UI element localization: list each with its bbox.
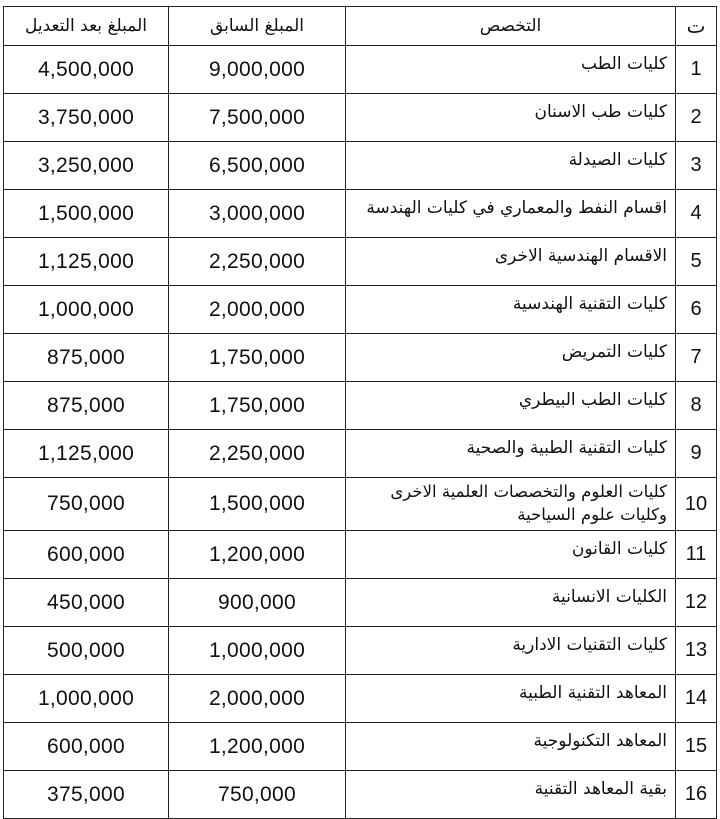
amount-previous-cell: 750,000 [169, 771, 346, 819]
table-row [4, 579, 717, 627]
specialty-cell: الاقسام الهندسية الاخرى [346, 238, 676, 286]
specialty-cell: كليات الصيدلة [346, 142, 676, 190]
amount-after-cell: 875,000 [4, 382, 169, 430]
table-row [4, 334, 717, 382]
amount-previous-cell: 2,000,000 [169, 286, 346, 334]
amount-previous-cell: 1,500,000 [169, 478, 346, 531]
index-cell: 6 [676, 286, 717, 334]
table-row [4, 771, 717, 819]
amount-previous-cell: 1,000,000 [169, 627, 346, 675]
specialty-cell: الكليات الانسانية [346, 579, 676, 627]
index-cell: 4 [676, 190, 717, 238]
amount-previous-cell: 1,200,000 [169, 723, 346, 771]
header-previous-amount: المبلغ السابق [169, 7, 346, 46]
table-row [4, 286, 717, 334]
index-cell: 8 [676, 382, 717, 430]
table-body [4, 46, 717, 819]
amount-after-cell: 1,500,000 [4, 190, 169, 238]
amount-previous-cell: 3,000,000 [169, 190, 346, 238]
amount-after-cell: 750,000 [4, 478, 169, 531]
tuition-table [3, 6, 717, 819]
amount-previous-cell: 7,500,000 [169, 94, 346, 142]
header-specialty: التخصص [346, 7, 676, 46]
amount-after-cell: 1,000,000 [4, 286, 169, 334]
index-cell: 11 [676, 531, 717, 579]
table-row [4, 190, 717, 238]
specialty-cell: المعاهد التقنية الطبية [346, 675, 676, 723]
table-row [4, 46, 717, 94]
table-row [4, 478, 717, 531]
amount-after-cell: 1,125,000 [4, 430, 169, 478]
table-row [4, 94, 717, 142]
table-row [4, 430, 717, 478]
specialty-cell: كليات القانون [346, 531, 676, 579]
table-row [4, 382, 717, 430]
amount-previous-cell: 1,750,000 [169, 382, 346, 430]
index-cell: 2 [676, 94, 717, 142]
amount-after-cell: 600,000 [4, 531, 169, 579]
specialty-cell: كليات طب الاسنان [346, 94, 676, 142]
amount-previous-cell: 1,750,000 [169, 334, 346, 382]
table-row [4, 627, 717, 675]
header-after-amount: المبلغ بعد التعديل [4, 7, 169, 46]
amount-after-cell: 3,750,000 [4, 94, 169, 142]
index-cell: 10 [676, 478, 717, 531]
amount-after-cell: 1,000,000 [4, 675, 169, 723]
specialty-cell: كليات الطب [346, 46, 676, 94]
index-cell: 16 [676, 771, 717, 819]
tuition-table-container [3, 6, 716, 819]
index-cell: 13 [676, 627, 717, 675]
specialty-cell: كليات التقنية الطبية والصحية [346, 430, 676, 478]
amount-previous-cell: 2,250,000 [169, 238, 346, 286]
specialty-cell: كليات التقنية الهندسية [346, 286, 676, 334]
specialty-cell: بقية المعاهد التقنية [346, 771, 676, 819]
table-row [4, 142, 717, 190]
amount-previous-cell: 2,250,000 [169, 430, 346, 478]
amount-after-cell: 1,125,000 [4, 238, 169, 286]
amount-previous-cell: 1,200,000 [169, 531, 346, 579]
amount-after-cell: 450,000 [4, 579, 169, 627]
table-row [4, 675, 717, 723]
amount-after-cell: 375,000 [4, 771, 169, 819]
amount-after-cell: 875,000 [4, 334, 169, 382]
header-row [4, 7, 717, 46]
index-cell: 15 [676, 723, 717, 771]
index-cell: 3 [676, 142, 717, 190]
index-cell: 7 [676, 334, 717, 382]
amount-after-cell: 500,000 [4, 627, 169, 675]
specialty-cell: كليات التمريض [346, 334, 676, 382]
specialty-cell: كليات الطب البيطري [346, 382, 676, 430]
amount-after-cell: 4,500,000 [4, 46, 169, 94]
index-cell: 12 [676, 579, 717, 627]
amount-previous-cell: 900,000 [169, 579, 346, 627]
index-cell: 1 [676, 46, 717, 94]
specialty-cell: كليات العلوم والتخصصات العلمية الاخرى وكليات علوم السياحية [346, 478, 676, 531]
amount-after-cell: 600,000 [4, 723, 169, 771]
table-row [4, 238, 717, 286]
amount-previous-cell: 2,000,000 [169, 675, 346, 723]
specialty-cell: كليات التقنيات الادارية [346, 627, 676, 675]
header-index: ت [676, 7, 717, 46]
table-row [4, 531, 717, 579]
amount-previous-cell: 6,500,000 [169, 142, 346, 190]
table-row [4, 723, 717, 771]
index-cell: 5 [676, 238, 717, 286]
specialty-cell: المعاهد التكنولوجية [346, 723, 676, 771]
specialty-cell: اقسام النفط والمعماري في كليات الهندسة [346, 190, 676, 238]
index-cell: 14 [676, 675, 717, 723]
amount-after-cell: 3,250,000 [4, 142, 169, 190]
index-cell: 9 [676, 430, 717, 478]
amount-previous-cell: 9,000,000 [169, 46, 346, 94]
